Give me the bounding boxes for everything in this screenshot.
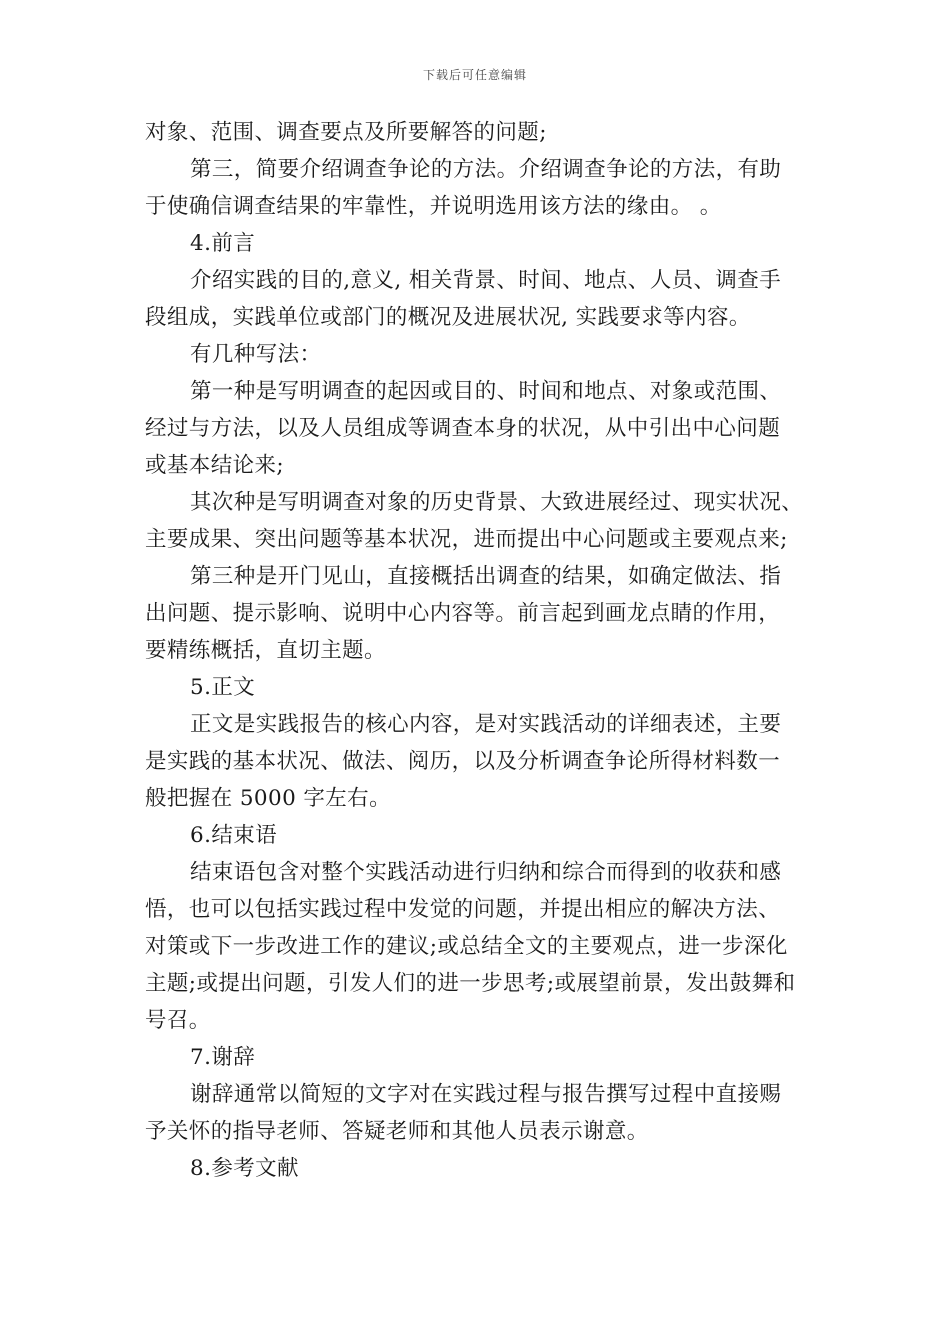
document-body [145,114,810,1187]
text-line: 其次种是写明调查对象的历史背景、大致进展经过、现实状况、 [190,490,804,515]
text-line: 对象、范围、调查要点及所要解答的问题; [145,120,547,145]
text-line: 出问题、提示影响、说明中心内容等。前言起到画龙点睛的作用， [145,601,781,626]
section-heading-acknowledgements: 7.谢辞 [190,1045,256,1070]
text-line: 第三，简要介绍调查争论的方法。介绍调查争论的方法，有助 [190,157,782,182]
text-line: 主要成果、突出问题等基本状况，进而提出中心问题或主要观点来; [145,527,788,552]
text-line: 要精练概括，直切主题。 [145,638,386,663]
text-line: 正文是实践报告的核心内容，是对实践活动的详细表述，主要 [190,712,782,737]
text-line: 第三种是开门见山，直接概括出调查的结果，如确定做法、指 [190,564,782,589]
text-line: 予关怀的指导老师、答疑老师和其他人员表示谢意。 [145,1119,649,1144]
text-line: 或基本结论来; [145,453,285,478]
section-heading-references: 8.参考文献 [190,1156,299,1181]
section-heading-body: 5.正文 [190,675,256,700]
text-line: 般把握在 5000 字左右。 [145,786,391,811]
text-line: 号召。 [145,1008,211,1033]
text-line: 段组成，实践单位或部门的概况及进展状况, 实践要求等内容。 [145,305,751,330]
section-heading-preface: 4.前言 [190,231,256,256]
text-line: 第一种是写明调查的起因或目的、时间和地点、对象或范围、 [190,379,782,404]
text-line: 对策或下一步改进工作的建议;或总结全文的主要观点，进一步深化 [145,934,788,959]
text-line: 介绍实践的目的,意义, 相关背景、时间、地点、人员、调查手 [190,268,782,293]
text-line: 悟，也可以包括实践过程中发觉的问题，并提出相应的解决方法、 [145,897,781,922]
page-header: 下载后可任意编辑 [422,68,527,82]
text-line: 有几种写法： [190,342,322,367]
text-line: 结束语包含对整个实践活动进行归纳和综合而得到的收获和感 [190,860,782,885]
text-line: 于使确信调查结果的牢靠性，并说明选用该方法的缘由。 。 [145,194,722,219]
text-line: 主题;或提出问题，引发人们的进一步思考;或展望前景，发出鼓舞和 [145,971,796,996]
section-heading-conclusion: 6.结束语 [190,823,278,848]
text-line: 谢辞通常以简短的文字对在实践过程与报告撰写过程中直接赐 [190,1082,782,1107]
text-line: 经过与方法，以及人员组成等调查本身的状况，从中引出中心问题 [145,416,781,441]
text-line: 是实践的基本状况、做法、阅历，以及分析调查争论所得材料数一 [145,749,781,774]
